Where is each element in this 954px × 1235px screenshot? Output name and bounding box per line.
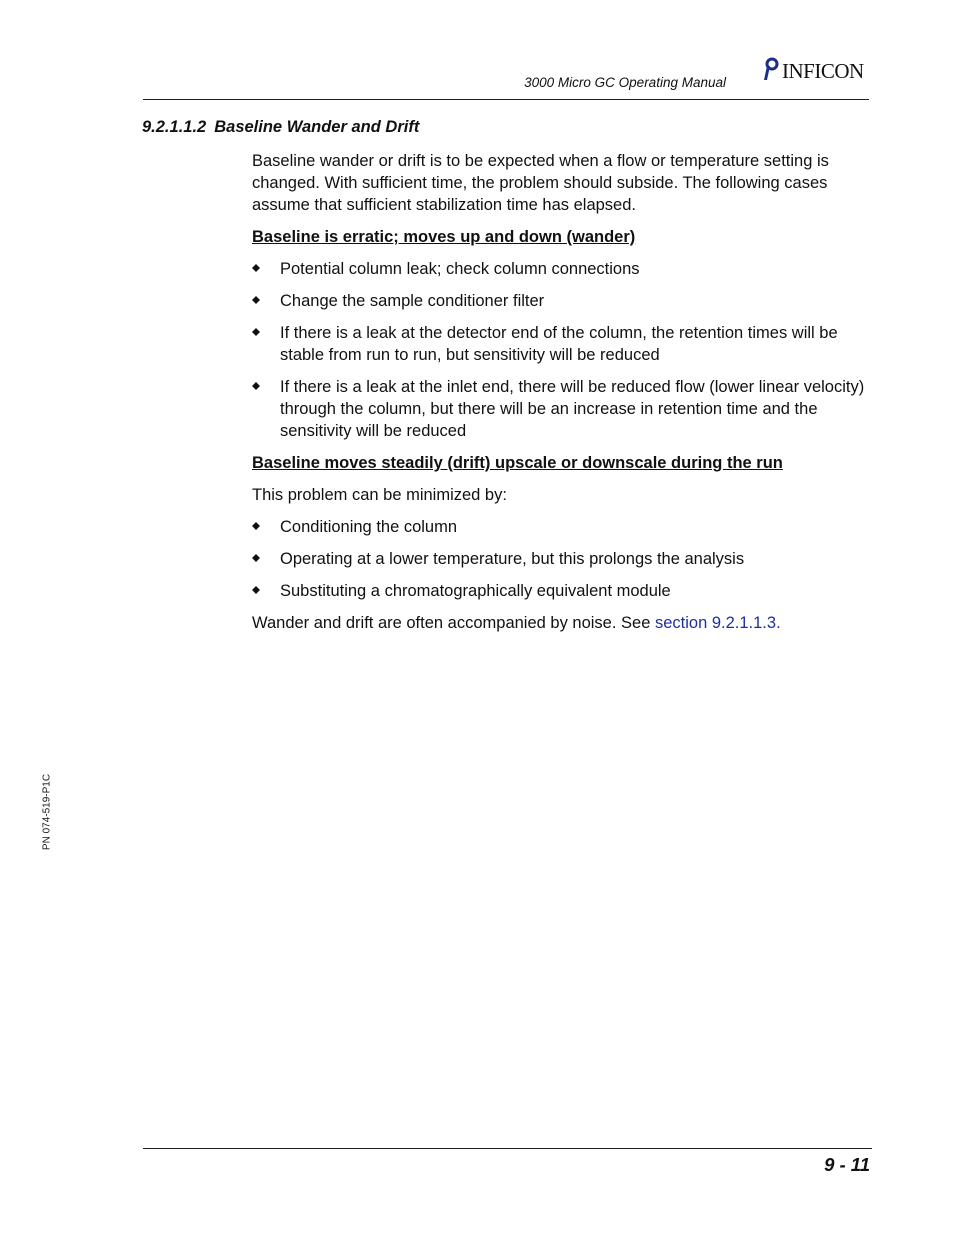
diamond-bullet-icon bbox=[252, 264, 260, 272]
page-number: 9 - 11 bbox=[824, 1154, 870, 1175]
side-part-number: PN 074-519-P1C bbox=[41, 773, 53, 851]
list-item bbox=[252, 258, 872, 280]
list-item-text: Operating at a lower temperature, but this prolongs the analysis bbox=[280, 550, 745, 568]
section-title: Baseline Wander and Drift bbox=[214, 118, 420, 136]
inficon-logo-icon bbox=[760, 57, 780, 86]
wander-list bbox=[252, 258, 872, 442]
manual-title: 3000 Micro GC Operating Manual bbox=[524, 75, 726, 90]
section-heading bbox=[142, 118, 419, 137]
intro-paragraph: Baseline wander or drift is to be expected when a flow or temperature setting is changed. With sufficient time, the problem should subside. The following cases assume that sufficient stabilization time has elapsed. bbox=[252, 152, 829, 214]
footer-divider bbox=[143, 1148, 872, 1149]
brand-name: INFICON bbox=[782, 58, 864, 83]
list-item-text: Substituting a chromatographically equivalent module bbox=[280, 582, 671, 600]
section-link[interactable]: section 9.2.1.1.3 bbox=[654, 614, 777, 632]
list-item-text: Potential column leak; check column connections bbox=[280, 260, 640, 278]
list-item bbox=[252, 290, 872, 312]
diamond-bullet-icon bbox=[252, 586, 260, 594]
closing-text: Wander and drift are often accompanied by noise. See bbox=[252, 614, 655, 632]
list-item bbox=[252, 376, 872, 442]
diamond-bullet-icon bbox=[252, 296, 260, 304]
list-item bbox=[252, 580, 872, 602]
header-divider bbox=[143, 99, 869, 100]
list-item-text: Conditioning the column bbox=[280, 518, 458, 536]
diamond-bullet-icon bbox=[252, 554, 260, 562]
drift-heading: Baseline moves steadily (drift) upscale or downscale during the run bbox=[252, 454, 783, 472]
page-body bbox=[252, 150, 872, 644]
closing-period: . bbox=[776, 614, 781, 632]
list-item bbox=[252, 548, 872, 570]
drift-list bbox=[252, 516, 872, 602]
closing-paragraph bbox=[252, 612, 872, 634]
list-item-text: If there is a leak at the inlet end, there will be reduced flow (lower linear velocity) through the column, but there will be an increase in retention time and the sensitivity will be reduced bbox=[280, 378, 865, 440]
list-item-text: Change the sample conditioner filter bbox=[280, 292, 545, 310]
section-number: 9.2.1.1.2 bbox=[142, 118, 207, 136]
diamond-bullet-icon bbox=[252, 522, 260, 530]
wander-heading: Baseline is erratic; moves up and down (wander) bbox=[252, 228, 636, 246]
diamond-bullet-icon bbox=[252, 382, 260, 390]
drift-lead: This problem can be minimized by: bbox=[252, 486, 507, 504]
list-item-text: If there is a leak at the detector end of the column, the retention times will be stable from run to run, but sensitivity will be reduced bbox=[280, 324, 838, 364]
list-item bbox=[252, 322, 872, 366]
diamond-bullet-icon bbox=[252, 328, 260, 336]
list-item bbox=[252, 516, 872, 538]
brand-logo bbox=[760, 58, 864, 84]
